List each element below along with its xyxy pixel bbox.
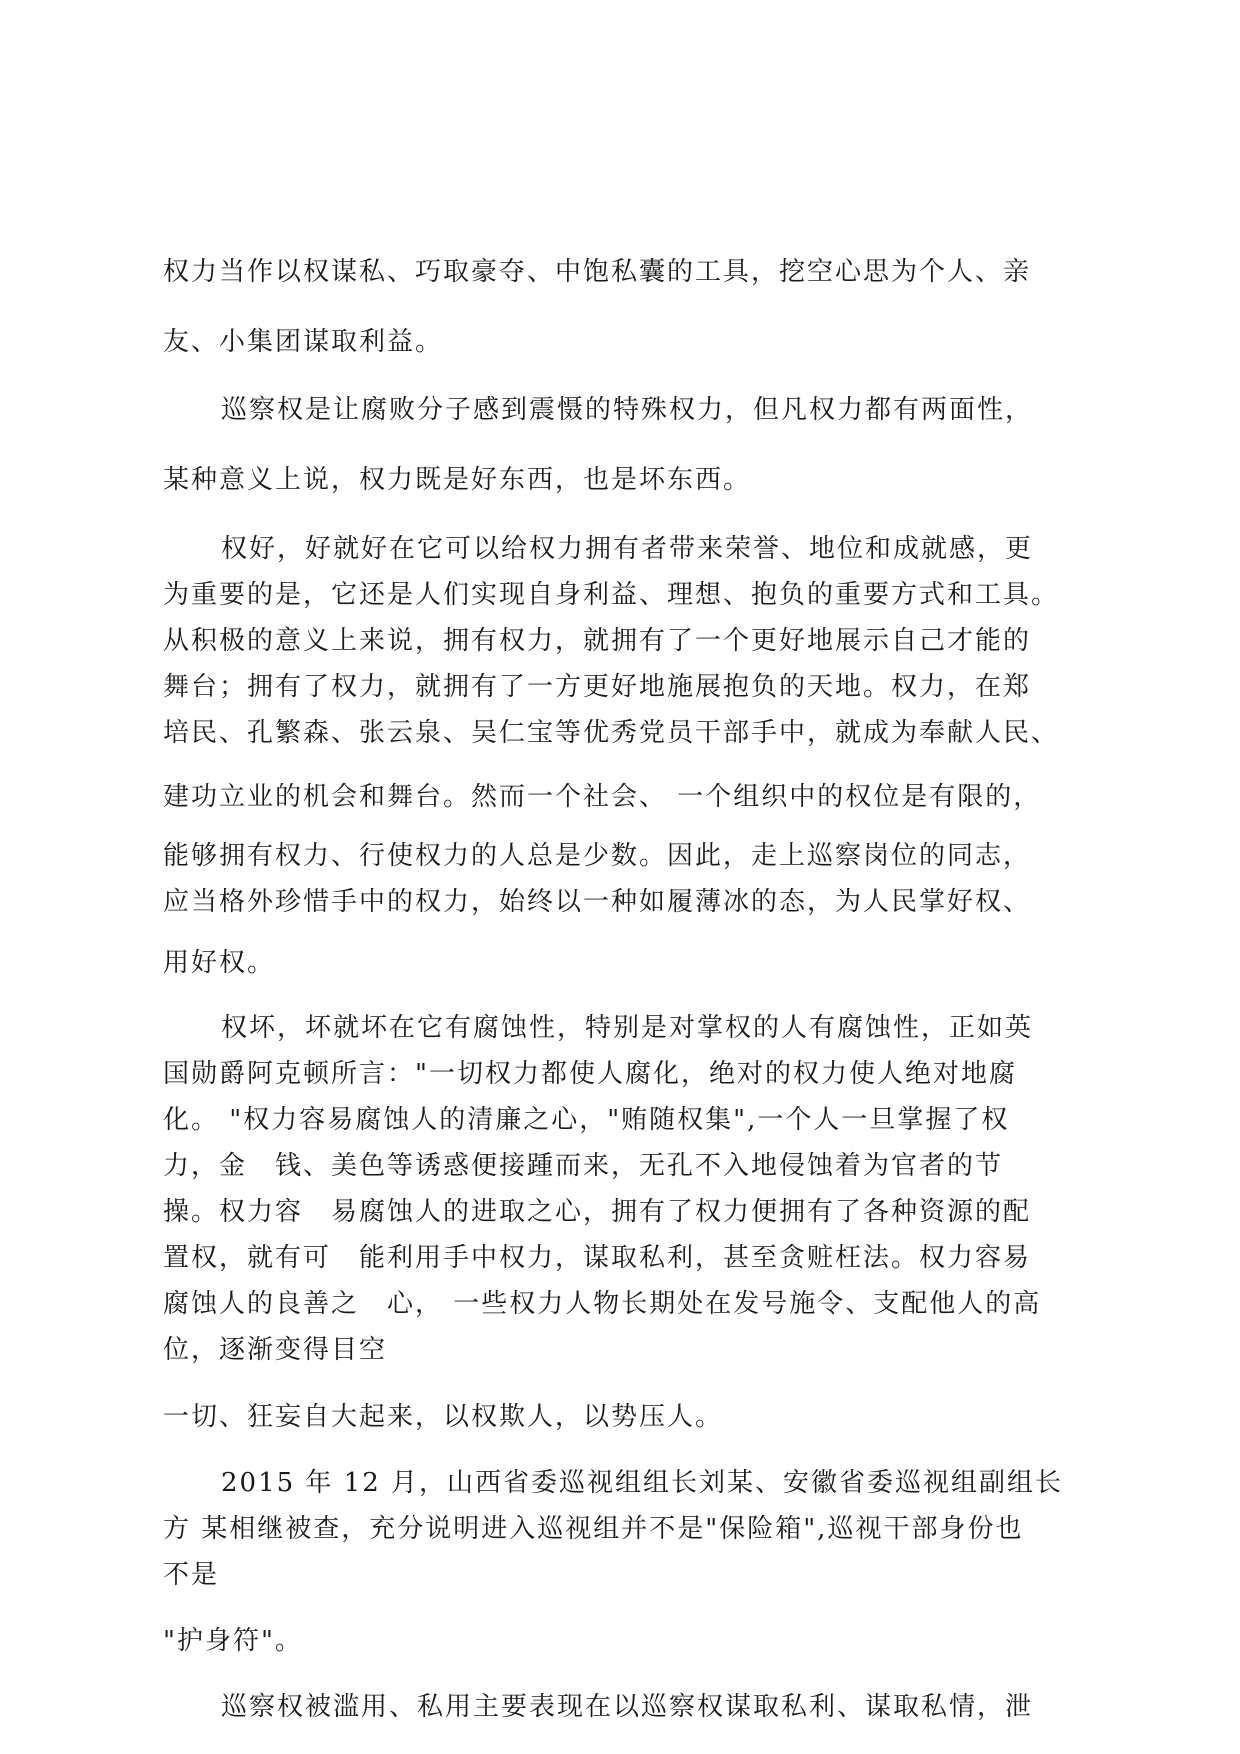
text-line: 腐蚀人的良善之 心， 一些权力人物长期处在发号施令、支配他人的高 [163, 1289, 1042, 1319]
text-line: 巡察权是让腐败分子感到震慑的特殊权力，但凡权力都有两面性， [221, 395, 1034, 425]
text-line: 舞台；拥有了权力，就拥有了一方更好地施展抱负的天地。权力，在郑 [163, 672, 1032, 702]
text-line: 权力当作以权谋私、巧取豪夺、中饱私囊的工具，挖空心思为个人、亲 [163, 257, 1032, 287]
text-line: 从积极的意义上来说，拥有权力，就拥有了一个更好地展示自己才能的 [163, 626, 1032, 656]
text-line: 能够拥有权力、行使权力的人总是少数。因此，走上巡察岗位的同志， [163, 841, 1032, 871]
text-line: 权好，好就好在它可以给权力拥有者带来荣誉、地位和成就感，更 [221, 534, 1034, 564]
text-line: 为重要的是，它还是人们实现自身利益、理想、抱负的重要方式和工具。 [163, 580, 1060, 610]
text-line: 巡察权被滥用、私用主要表现在以巡察权谋取私利、谋取私情，泄 [221, 1692, 1034, 1722]
text-line: "护身符"。 [163, 1626, 303, 1656]
text-line: 应当格外珍惜手中的权力，始终以一种如履薄冰的态，为人民掌好权、 [163, 887, 1032, 917]
text-line: 操。权力容 易腐蚀人的进取之心，拥有了权力便拥有了各种资源的配 [163, 1197, 1032, 1227]
text-line: 用好权。 [163, 948, 276, 978]
text-line: 友、小集团谋取利益。 [163, 327, 444, 357]
text-line: 建功立业的机会和舞台。然而一个社会、 一个组织中的权位是有限的， [163, 782, 1042, 812]
text-line: 力，金 钱、美色等诱惑便接踵而来，无孔不入地侵蚀着为官者的节 [163, 1151, 1004, 1181]
text-line: 培民、孔繁森、张云泉、吴仁宝等优秀党员干部手中，就成为奉献人民、 [163, 718, 1060, 748]
text-line: 2015 年 12 月，山西省委巡视组组长刘某、安徽省委巡视组副组长 [221, 1468, 1064, 1498]
text-line: 不是 [163, 1560, 220, 1590]
text-line: 一切、狂妄自大起来，以权欺人，以势压人。 [163, 1402, 724, 1432]
text-line: 国勋爵阿克顿所言："一切权力都使人腐化，绝对的权力使人绝对地腐 [163, 1059, 1017, 1089]
text-line: 位，逐渐变得目空 [163, 1335, 388, 1365]
text-line: 方 某相继被查，充分说明进入巡视组并不是"保险箱",巡视干部身份也 [163, 1514, 1024, 1544]
text-line: 某种意义上说，权力既是好东西，也是坏东西。 [163, 465, 752, 495]
text-line: 化。 "权力容易腐蚀人的清廉之心，"贿随权集",一个人一旦掌握了权 [163, 1105, 1010, 1135]
text-line: 权坏，坏就坏在它有腐蚀性，特别是对掌权的人有腐蚀性，正如英 [221, 1013, 1034, 1043]
text-line: 置权，就有可 能利用手中权力，谋取私利，甚至贪赃枉法。权力容易 [163, 1243, 1032, 1273]
